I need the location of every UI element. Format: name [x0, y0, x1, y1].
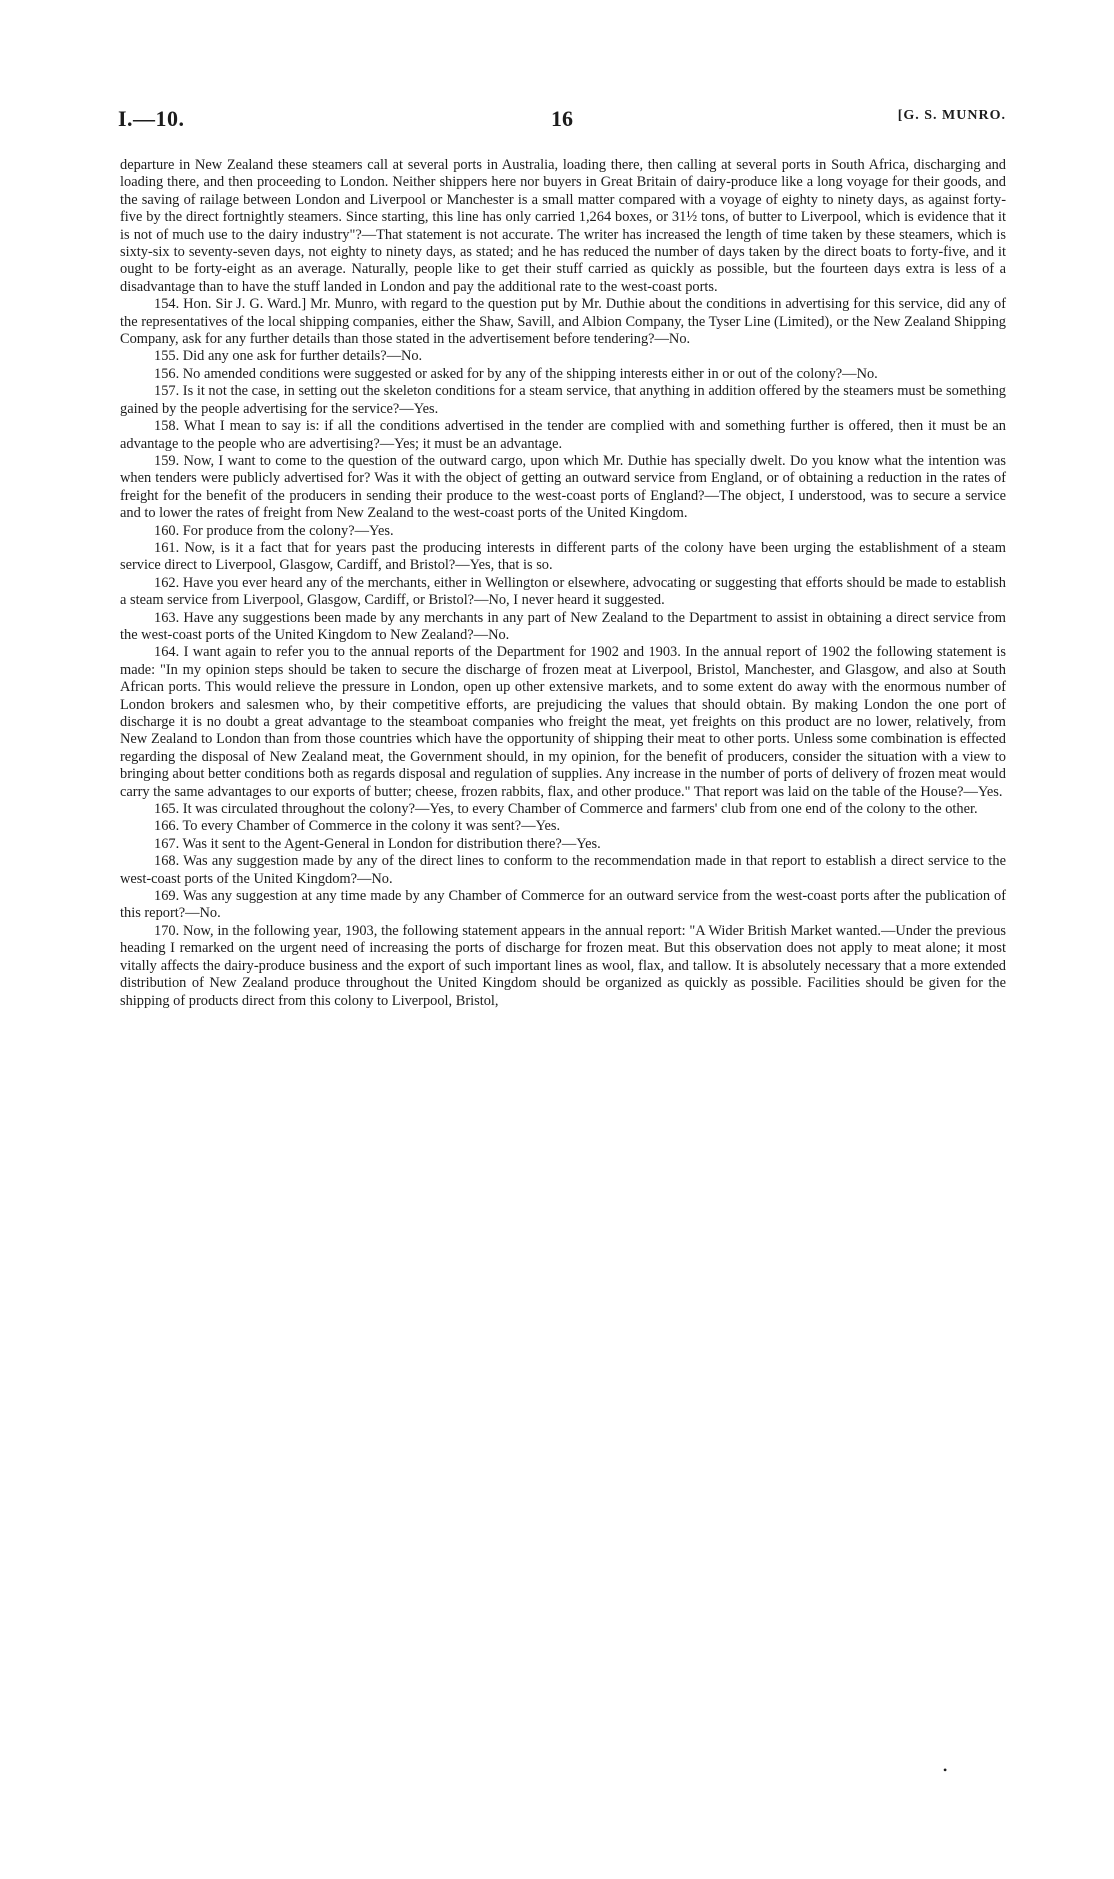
question-161: 161. Now, is it a fact that for years past the producing interests in different parts of the colony have been urging the establishment of a steam service direct to Liverpool, Glasgow, Cardiff, and Bristol?—Yes, that is so.	[120, 539, 1006, 574]
question-163: 163. Have any suggestions been made by any merchants in any part of New Zealand to the Department to assist in obtaining a direct service from the west-coast ports of the United Kingdom to New Zealand?—No.	[120, 609, 1006, 643]
question-169: 169. Was any suggestion at any time made by any Chamber of Commerce for an outward service from the west-coast ports after the publication of this report?—No.	[120, 888, 1006, 922]
question-159: 159. Now, I want to come to the question of the outward cargo, upon which Mr. Duthie has specially dwelt. Do you know what the intention was when tenders were publicly advertised for? Was it with the object of getting an outward service from England, or of obtaining a reduction in the rates of freight for the benefit of the producers in sending their produce to the west-coast ports of England?—The object, I understood, was to secure a service and to lower the rates of freight from New Zealand to the west-coast ports of the United Kingdom.	[120, 452, 1006, 522]
question-156: 156. No amended conditions were suggested or asked for by any of the shipping interests either in or out of the colony?—No.	[154, 365, 878, 382]
question-167: 167. Was it sent to the Agent-General in London for distribution there?—Yes.	[154, 835, 601, 852]
document-body	[120, 157, 1006, 1010]
question-165: 165. It was circulated throughout the colony?—Yes, to every Chamber of Commerce and farmers' club from one end of the colony to the other.	[154, 801, 978, 818]
witness-name: [G. S. MUNRO.	[897, 108, 1006, 123]
question-162: 162. Have you ever heard any of the merchants, either in Wellington or elsewhere, advocating or suggesting that efforts should be made to establish a steam service from Liverpool, Glasgow, Cardiff, or Bristol?—No, I never heard it suggested.	[120, 574, 1006, 609]
stray-ink-mark: •	[943, 1763, 948, 1777]
question-160: 160. For produce from the colony?—Yes.	[154, 522, 394, 539]
question-158: 158. What I mean to say is: if all the conditions advertised in the tender are complied with and something further is offered, then it must be an advantage to the people who are advertising?—Yes; it must be an advantage.	[120, 418, 1006, 452]
page-header	[118, 106, 1006, 136]
paragraph-continued: departure in New Zealand these steamers call at several ports in Australia, loading there, then calling at several ports in South Africa, discharging and loading there, and then proceeding to London. Neither shippers here nor buyers in Great Britain of dairy-produce like a long voyage for their goods, and the saving of railage between London and Liverpool or Manchester is a small matter compared with a voyage of eighty to ninety days, as against forty-five by the direct fortnightly steamers. Since starting, this line has only carried 1,264 boxes, or 31½ tons, of butter to Liverpool, which is evidence that it is not of much use to the dairy industry"?—That statement is not accurate. The writer has increased the length of time taken by these steamers, which is sixty-six to seventy-seven days, not eighty to ninety days, as stated; and he has reduced the number of days taken by the direct boats to forty-five, and it ought to be forty-eight as an average. Naturally, people like to get their stuff carried as quickly as possible, but the fourteen days extra is less of a disadvantage than to have the stuff landed in London and pay the additional rate to the west-coast ports.	[120, 157, 1006, 295]
question-170: 170. Now, in the following year, 1903, the following statement appears in the annual report: "A Wider British Market wanted.—Under the previous heading I remarked on the urgent need of increasing the ports of discharge for frozen meat. But this observation does not apply to meat alone; it most vitally affects the dairy-produce business and the export of such important lines as wool, flax, and tallow. It is absolutely necessary that a more extended distribution of New Zealand produce throughout the United Kingdom should be organized as quickly as possible. Facilities should be given for the shipping of products direct from this colony to Liverpool, Bristol,	[120, 922, 1006, 1009]
question-166: 166. To every Chamber of Commerce in the colony it was sent?—Yes.	[154, 818, 561, 835]
question-164: 164. I want again to refer you to the annual reports of the Department for 1902 and 1903. In the annual report of 1902 the following statement is made: "In my opinion steps should be taken to secure the discharge of frozen meat at Liverpool, Bristol, Manchester, and Glasgow, and also at South African ports. This would relieve the pressure in London, open up other extensive markets, and to some extent do away with the enormous number of London brokers and salesmen who, by their competitive efforts, are prejudicing the values that should obtain. By making London the one port of discharge it is no doubt a great advantage to the steamboat companies who freight the meat, yet freights on this product are no lower, relatively, from New Zealand to London than from those countries which have the opportunity of shipping their meat to other ports. Unless some combination is effected regarding the disposal of New Zealand meat, the Government should, in my opinion, for the benefit of producers, consider the situation with a view to bringing about better conditions both as regards disposal and regulation of supplies. Any increase in the number of ports of delivery of frozen meat would carry the same advantages to our exports of butter; cheese, frozen rabbits, flax, and other produce." That report was laid on the table of the House?—Yes.	[120, 644, 1006, 800]
page-number: 16	[551, 106, 573, 131]
question-157: 157. Is it not the case, in setting out the skeleton conditions for a steam service, that anything in addition offered by the steamers must be something gained by the people advertising for the service?—Yes.	[120, 383, 1006, 417]
question-168: 168. Was any suggestion made by any of the direct lines to conform to the recommendation made in that report to establish a direct service to the west-coast ports of the United Kingdom?—No.	[120, 853, 1006, 887]
question-155: 155. Did any one ask for further details?—No.	[154, 348, 423, 365]
question-154: 154. Hon. Sir J. G. Ward.] Mr. Munro, with regard to the question put by Mr. Duthie about the conditions in advertising for this service, did any of the representatives of the local shipping companies, either the Shaw, Savill, and Albion Company, the Tyser Line (Limited), or the New Zealand Shipping Company, ask for any further details than those stated in the advertisement before tendering?—No.	[120, 296, 1006, 348]
paper-reference: I.—10.	[118, 106, 185, 131]
